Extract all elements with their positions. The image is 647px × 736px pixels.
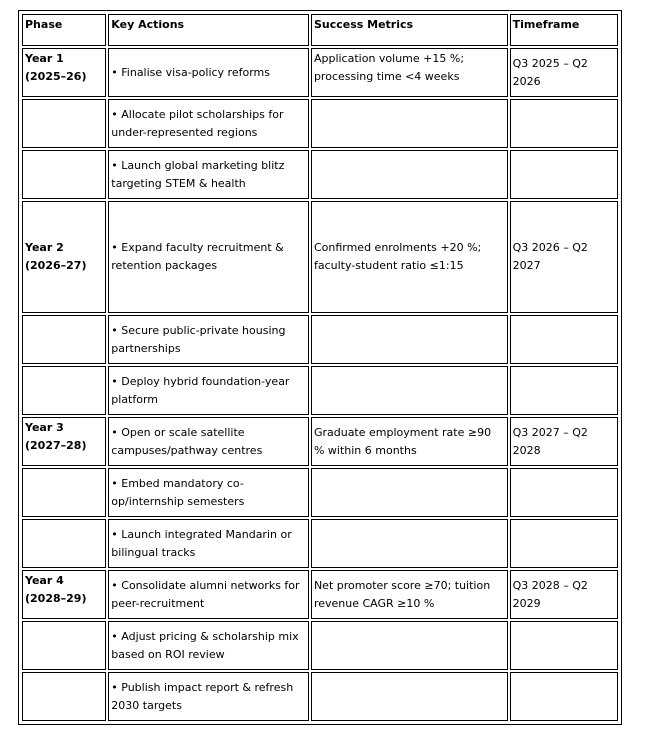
header-key-actions: Key Actions <box>108 14 309 46</box>
timeframe-cell <box>510 99 618 148</box>
metric-cell <box>311 315 508 364</box>
table-row <box>22 48 618 97</box>
action-cell: • Launch integrated Mandarin or bilingual tracks <box>108 519 309 568</box>
phase-cell: Year 3 (2027–28) <box>22 417 106 466</box>
table-row <box>22 315 618 364</box>
metric-cell: Confirmed enrolments +20 %; faculty-student ratio ≤1:15 <box>311 201 508 313</box>
action-cell: • Expand faculty recruitment & retention packages <box>108 201 309 313</box>
header-phase: Phase <box>22 14 106 46</box>
table-row <box>22 519 618 568</box>
phase-cell <box>22 315 106 364</box>
metric-cell <box>311 366 508 415</box>
phase-cell: Year 2 (2026–27) <box>22 201 106 313</box>
metric-cell <box>311 99 508 148</box>
action-cell: • Launch global marketing blitz targeting STEM & health <box>108 150 309 199</box>
timeframe-cell <box>510 621 618 670</box>
action-cell: • Deploy hybrid foundation-year platform <box>108 366 309 415</box>
table-row <box>22 201 618 313</box>
action-cell: • Publish impact report & refresh 2030 targets <box>108 672 309 721</box>
metric-cell <box>311 468 508 517</box>
metric-cell <box>311 621 508 670</box>
header-success-metrics: Success Metrics <box>311 14 508 46</box>
roadmap-table-frame <box>18 10 622 725</box>
header-timeframe: Timeframe <box>510 14 618 46</box>
timeframe-cell: Q3 2025 – Q2 2026 <box>510 48 618 97</box>
table-row <box>22 99 618 148</box>
timeframe-cell <box>510 150 618 199</box>
table-row <box>22 621 618 670</box>
timeframe-cell <box>510 366 618 415</box>
timeframe-cell <box>510 315 618 364</box>
phase-cell: Year 4 (2028–29) <box>22 570 106 619</box>
table-row <box>22 150 618 199</box>
action-cell: • Adjust pricing & scholarship mix based on ROI review <box>108 621 309 670</box>
phase-cell <box>22 99 106 148</box>
action-cell: • Open or scale satellite campuses/pathway centres <box>108 417 309 466</box>
phase-cell <box>22 519 106 568</box>
action-cell: • Allocate pilot scholarships for under-represented regions <box>108 99 309 148</box>
timeframe-cell: Q3 2026 – Q2 2027 <box>510 201 618 313</box>
action-cell: • Secure public-private housing partnerships <box>108 315 309 364</box>
phase-cell: Year 1 (2025–26) <box>22 48 106 97</box>
metric-cell <box>311 150 508 199</box>
timeframe-cell <box>510 519 618 568</box>
phase-cell <box>22 672 106 721</box>
table-row <box>22 672 618 721</box>
table-row <box>22 468 618 517</box>
phase-cell <box>22 366 106 415</box>
metric-cell: Application volume +15 %; processing time <4 weeks <box>311 48 508 97</box>
metric-cell <box>311 519 508 568</box>
phase-cell <box>22 150 106 199</box>
timeframe-cell: Q3 2028 – Q2 2029 <box>510 570 618 619</box>
metric-cell <box>311 672 508 721</box>
timeframe-cell <box>510 672 618 721</box>
action-cell: • Consolidate alumni networks for peer-recruitment <box>108 570 309 619</box>
phase-cell <box>22 468 106 517</box>
timeframe-cell: Q3 2027 – Q2 2028 <box>510 417 618 466</box>
header-row <box>22 14 618 46</box>
phase-cell <box>22 621 106 670</box>
table-row <box>22 366 618 415</box>
timeframe-cell <box>510 468 618 517</box>
action-cell: • Embed mandatory co-op/internship semesters <box>108 468 309 517</box>
action-cell: • Finalise visa-policy reforms <box>108 48 309 97</box>
table-row <box>22 570 618 619</box>
table-row <box>22 417 618 466</box>
metric-cell: Graduate employment rate ≥90 % within 6 months <box>311 417 508 466</box>
roadmap-table <box>20 12 620 723</box>
metric-cell: Net promoter score ≥70; tuition revenue CAGR ≥10 % <box>311 570 508 619</box>
